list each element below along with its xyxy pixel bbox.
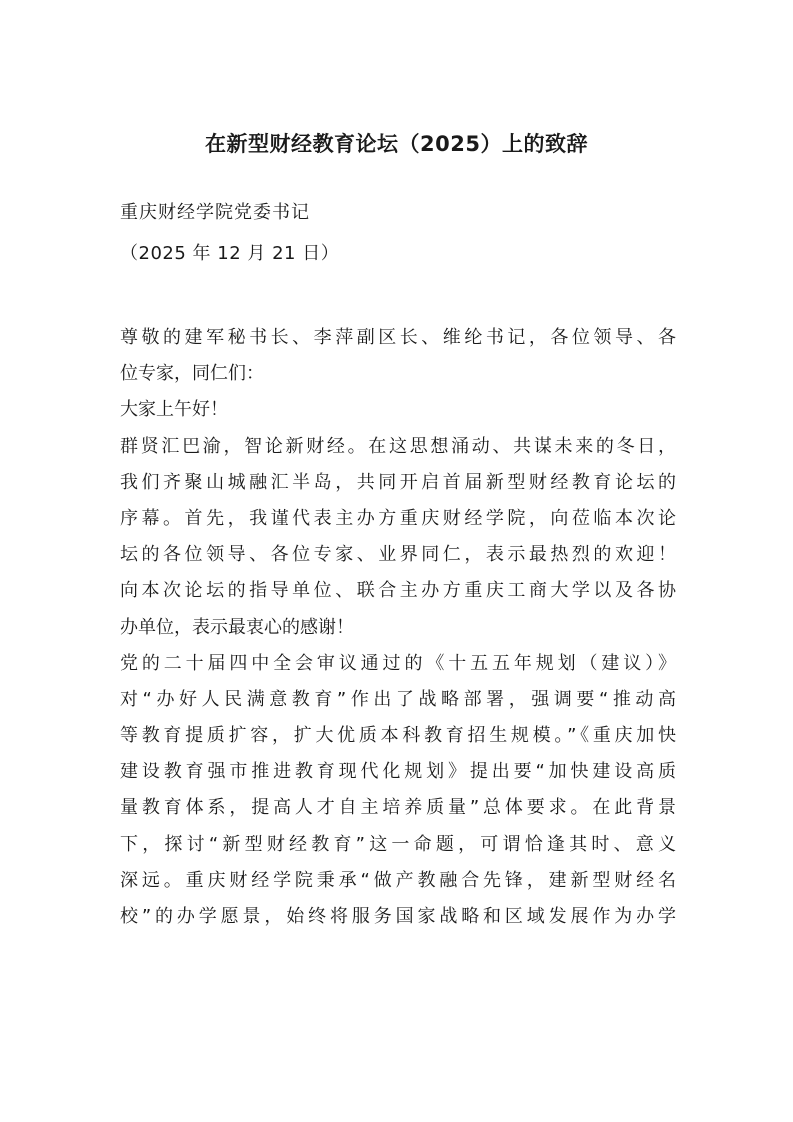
body-line: 坛的各位领导、各位专家、业界同仁，表示最热烈的欢迎！ bbox=[120, 544, 676, 566]
author-line: 重庆财经学院党委书记 bbox=[120, 202, 310, 223]
body-line: 建设教育强市推进教育现代化规划》提出要“加快建设高质 bbox=[120, 761, 676, 783]
body-line: 序幕。首先，我谨代表主办方重庆财经学院，向莅临本次论 bbox=[120, 507, 676, 529]
body-line: 群贤汇巴渝，智论新财经。在这思想涌动、共谋未来的冬日， bbox=[120, 435, 676, 457]
body-line: 对“办好人民满意教育”作出了战略部署，强调要“推动高 bbox=[120, 688, 676, 710]
body-line: 我们齐聚山城融汇半岛，共同开启首届新型财经教育论坛的 bbox=[120, 471, 676, 493]
body-line: 党的二十届四中全会审议通过的《十五五年规划（建议）》 bbox=[120, 652, 676, 674]
speech-body bbox=[120, 320, 676, 935]
body-line: 深远。重庆财经学院秉承“做产教融合先锋，建新型财经名 bbox=[120, 869, 676, 891]
body-line: 办单位，表示最衷心的感谢！ bbox=[120, 616, 354, 638]
document-title: 在新型财经教育论坛（2025）上的致辞 bbox=[205, 132, 588, 156]
body-line: 下，探讨“新型财经教育”这一命题，可谓恰逢其时、意义 bbox=[120, 833, 676, 855]
date-line: （2025 年 12 月 21 日） bbox=[120, 243, 340, 264]
body-line: 位专家，同仁们： bbox=[120, 363, 264, 385]
body-line: 尊敬的建军秘书长、李萍副区长、维纶书记，各位领导、各 bbox=[120, 327, 676, 348]
body-line: 等教育提质扩容，扩大优质本科教育招生规模。”《重庆加快 bbox=[120, 725, 676, 747]
body-line: 大家上午好！ bbox=[120, 399, 228, 421]
body-line: 校”的办学愿景，始终将服务国家战略和区域发展作为办学 bbox=[120, 906, 676, 927]
body-line: 向本次论坛的指导单位、联合主办方重庆工商大学以及各协 bbox=[120, 580, 676, 602]
body-line: 量教育体系，提高人才自主培养质量”总体要求。在此背景 bbox=[120, 797, 676, 819]
